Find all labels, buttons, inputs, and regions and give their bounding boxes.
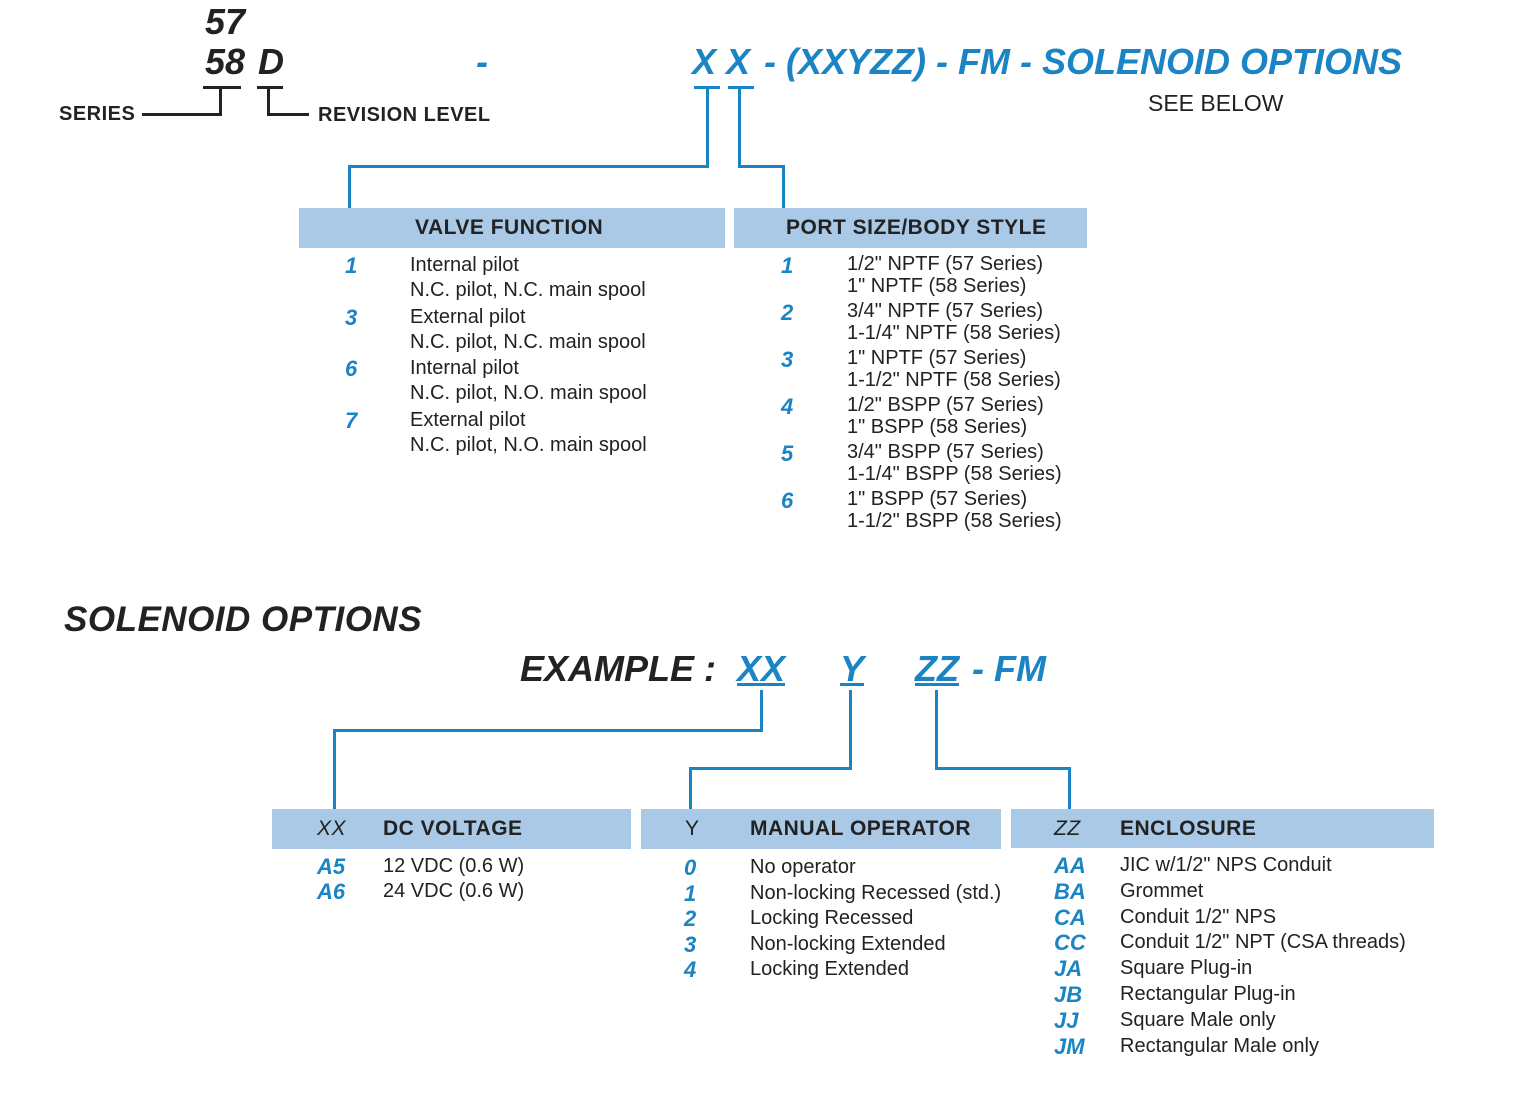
port-size-line2: 1-1/2" NPTF (58 Series) xyxy=(847,369,1061,391)
enclosure-desc: Grommet xyxy=(1120,879,1204,902)
manual-operator-desc: Locking Extended xyxy=(750,958,910,980)
revision-connector-h xyxy=(267,113,309,116)
enclosure-desc: Rectangular Male only xyxy=(1120,1034,1319,1057)
port-size-line1: 1/2" BSPP (57 Series) xyxy=(847,394,1044,416)
series-connector-v xyxy=(219,86,222,116)
valve-function-line2: N.C. pilot, N.O. main spool xyxy=(410,382,647,404)
x1-connector-h xyxy=(348,165,709,168)
series-57: 57 xyxy=(205,1,246,42)
valve-function-line2: N.C. pilot, N.C. main spool xyxy=(410,279,646,301)
enclosure-code: BA xyxy=(1054,878,1086,904)
port-size-line1: 3/4" NPTF (57 Series) xyxy=(847,300,1044,322)
revision-bracket xyxy=(257,86,283,89)
manual-operator-code: 4 xyxy=(684,957,697,982)
dc-voltage-code-label: XX xyxy=(317,817,347,840)
example-zz: ZZ xyxy=(915,648,959,689)
manual-operator-code-label: Y xyxy=(685,817,700,840)
revision-code: D xyxy=(258,41,284,82)
valve-function-line1: Internal pilot xyxy=(410,254,519,276)
enclosure-code: CA xyxy=(1054,904,1086,930)
dc-voltage-desc: 12 VDC (0.6 W) xyxy=(383,855,525,877)
valve-function-header xyxy=(299,208,725,248)
enclosure-code: JM xyxy=(1054,1033,1085,1059)
example-xx: XX xyxy=(737,648,786,689)
valve-function-line1: Internal pilot xyxy=(410,357,519,379)
enclosure-desc: Conduit 1/2" NPS xyxy=(1120,905,1277,928)
revision-label: REVISION LEVEL xyxy=(318,104,491,126)
code-remainder: - (XXYZZ) - FM - SOLENOID OPTIONS xyxy=(764,41,1402,82)
manual-operator-code: 2 xyxy=(684,906,697,931)
revision-connector-v xyxy=(267,86,270,116)
port-size-code: 2 xyxy=(781,300,794,325)
enclosure-desc: Square Plug-in xyxy=(1120,957,1253,980)
port-size-line1: 1/2" NPTF (57 Series) xyxy=(847,253,1044,275)
zz-connector-v xyxy=(935,690,938,770)
enclosure-desc: JIC w/1/2" NPS Conduit xyxy=(1120,854,1332,876)
see-below: SEE BELOW xyxy=(1148,90,1284,116)
x2-underline xyxy=(728,86,754,89)
series-connector-h xyxy=(142,113,222,116)
port-size-code: 1 xyxy=(781,253,794,278)
series-58: 58 xyxy=(205,41,246,82)
dc-voltage-title: DC VOLTAGE xyxy=(383,817,523,840)
dc-voltage-code: A6 xyxy=(317,879,346,904)
dc-voltage-desc: 24 VDC (0.6 W) xyxy=(383,880,525,902)
zz-connector-down xyxy=(1068,767,1071,810)
port-size-code: 4 xyxy=(781,394,794,419)
valve-function-title: VALVE FUNCTION xyxy=(415,216,604,239)
x1-connector-v xyxy=(706,86,709,168)
manual-operator-desc: No operator xyxy=(750,856,856,878)
series-label: SERIES xyxy=(59,103,136,125)
port-size-code: 6 xyxy=(781,488,794,513)
dc-voltage-header xyxy=(272,809,631,849)
valve-function-line2: N.C. pilot, N.C. main spool xyxy=(410,330,646,353)
enclosure-code: JB xyxy=(1054,982,1083,1007)
valve-function-line1: External pilot xyxy=(410,408,526,431)
valve-function-code: 7 xyxy=(345,407,358,433)
port-size-title: PORT SIZE/BODY STYLE xyxy=(786,216,1047,239)
zz-connector-h xyxy=(935,767,1071,770)
valve-function-line2: N.C. pilot, N.O. main spool xyxy=(410,433,647,456)
enclosure-desc: Square Male only xyxy=(1120,1008,1276,1031)
example-y: Y xyxy=(840,648,865,689)
code-x1: X xyxy=(692,41,717,82)
port-size-header xyxy=(734,208,1087,248)
port-size-line1: 1" NPTF (57 Series) xyxy=(847,347,1027,369)
port-size-line2: 1-1/4" NPTF (58 Series) xyxy=(847,322,1061,344)
enclosure-code: AA xyxy=(1054,853,1086,878)
manual-operator-title: MANUAL OPERATOR xyxy=(750,817,972,840)
manual-operator-code: 1 xyxy=(684,880,697,906)
enclosure-desc: Conduit 1/2" NPT (CSA threads) xyxy=(1120,931,1406,954)
port-size-line2: 1" BSPP (58 Series) xyxy=(847,416,1028,438)
x1-connector-down xyxy=(348,165,351,209)
valve-function-code: 3 xyxy=(345,304,358,330)
enclosure-title: ENCLOSURE xyxy=(1120,817,1257,840)
port-size-line1: 3/4" BSPP (57 Series) xyxy=(847,441,1044,463)
manual-operator-header xyxy=(641,809,1001,849)
port-size-code: 3 xyxy=(781,347,794,372)
solenoid-options-title: SOLENOID OPTIONS xyxy=(64,600,423,639)
enclosure-header xyxy=(1011,809,1434,848)
valve-function-code: 6 xyxy=(345,356,358,381)
y-connector-v xyxy=(849,690,852,770)
port-size-line2: 1-1/2" BSPP (58 Series) xyxy=(847,510,1062,532)
manual-operator-desc: Non-locking Recessed (std.) xyxy=(750,881,1002,904)
xx-connector-v xyxy=(760,690,763,732)
code-x2: X xyxy=(726,41,751,82)
valve-function-code: 1 xyxy=(345,253,358,278)
manual-operator-code: 0 xyxy=(684,855,697,880)
x2-connector-down xyxy=(782,165,785,209)
enclosure-code: JJ xyxy=(1054,1007,1079,1033)
x2-connector-h xyxy=(738,165,785,168)
manual-operator-desc: Locking Recessed xyxy=(750,907,914,929)
manual-operator-code: 3 xyxy=(684,931,697,957)
xx-connector-down xyxy=(333,729,336,810)
valve-function-line1: External pilot xyxy=(410,305,526,328)
dc-voltage-code: A5 xyxy=(317,854,346,879)
enclosure-code-label: ZZ xyxy=(1054,817,1081,840)
y-connector-h xyxy=(689,767,852,770)
enclosure-code: JA xyxy=(1054,956,1083,982)
port-size-line2: 1" NPTF (58 Series) xyxy=(847,275,1027,297)
xx-connector-h xyxy=(333,729,763,732)
y-connector-down xyxy=(689,767,692,810)
enclosure-code: CC xyxy=(1054,930,1086,956)
manual-operator-desc: Non-locking Extended xyxy=(750,932,946,955)
port-size-line1: 1" BSPP (57 Series) xyxy=(847,488,1028,510)
port-size-code: 5 xyxy=(781,441,794,466)
port-size-line2: 1-1/4" BSPP (58 Series) xyxy=(847,463,1062,485)
example-label: EXAMPLE : xyxy=(520,648,717,689)
enclosure-desc: Rectangular Plug-in xyxy=(1120,983,1296,1005)
example-fm: - FM xyxy=(972,648,1046,689)
x2-connector-v xyxy=(738,86,741,168)
series-bracket xyxy=(203,86,241,89)
dash-separator: - xyxy=(476,41,488,82)
